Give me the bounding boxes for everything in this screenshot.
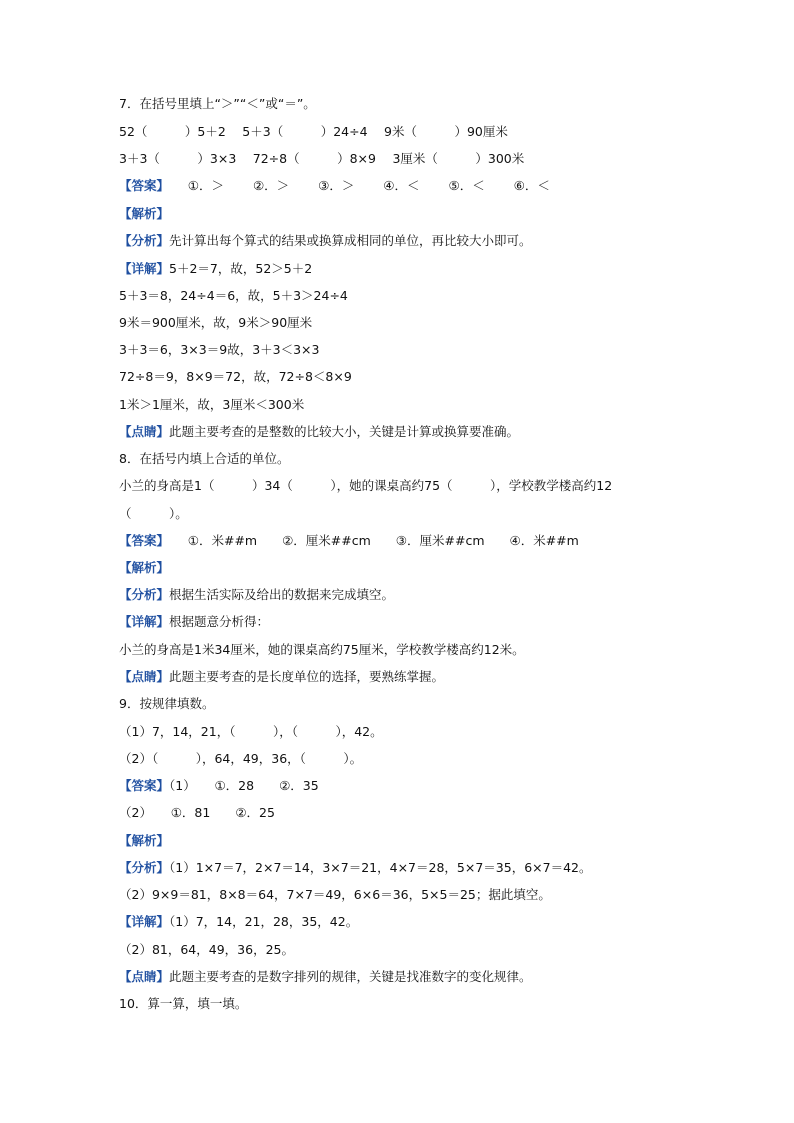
q7-jiexi-tag: 【解析】 [119,206,170,221]
q8-answer-text: ①．米##m ②．厘米##cm ③．厘米##cm ④．米##m [162,533,579,548]
q7-xiangjie-line-5: 72÷8＝9，8×9＝72，故，72÷8＜8×9 [119,369,352,384]
q8-title: 8．在括号内填上合适的单位。 [119,451,290,466]
q8-fenxi [119,587,394,603]
q9-fenxi-1-text: （1）1×7＝7，2×7＝14，3×7＝21，4×7＝28，5×7＝35，6×7＝42。 [169,860,592,875]
fenxi-tag: 【分析】 [119,587,170,602]
q10-title: 10．算一算，填一填。 [119,996,248,1011]
q8-line-2: （ ）。 [119,506,188,521]
q8-jiexi-tag: 【解析】 [119,560,170,575]
q9-part-2: （2）（ ），64，49，36，（ ）。 [119,751,363,766]
fenxi-tag: 【分析】 [119,233,170,248]
q9-dianjing [119,969,532,985]
q7-answer-text: ①．＞ ②．＞ ③．＞ ④．＜ ⑤．＜ ⑥．＜ [162,178,550,193]
fenxi-tag: 【分析】 [119,860,170,875]
q7-title: 7．在括号里填上“＞”“＜”或“＝”。 [119,96,316,111]
q8-line-1: 小兰的身高是1（ ）34（ ），她的课桌高约75（ ），学校教学楼高约12 [119,478,613,493]
dianjing-tag: 【点睛】 [119,424,170,439]
q7-xiangjie-line-1 [119,261,312,277]
answer-tag: 【答案】 [119,778,170,793]
q7-xiangjie-line-4: 3＋3＝6，3×3＝9故，3＋3＜3×3 [119,342,320,357]
q7-answer [119,178,550,194]
q8-dianjing [119,669,444,685]
dianjing-tag: 【点睛】 [119,969,170,984]
q7-xiangjie-text: 5＋2＝7，故，52＞5＋2 [169,261,313,276]
xiangjie-tag: 【详解】 [119,261,170,276]
q7-fenxi-text: 先计算出每个算式的结果或换算成相同的单位，再比较大小即可。 [169,233,532,248]
answer-tag: 【答案】 [119,178,163,193]
q9-dianjing-text: 此题主要考查的是数字排列的规律，关键是找准数字的变化规律。 [169,969,532,984]
q9-xiangjie-2: （2）81，64，49，36，25。 [119,942,294,957]
q9-xiangjie-1 [119,914,358,930]
q7-row1: 52（ ）5＋2 5＋3（ ）24÷4 9米（ ）90厘米 [119,124,508,139]
q9-fenxi-2: （2）9×9＝81，8×8＝64，7×7＝49，6×6＝36，5×5＝25；据此填空。 [119,887,551,902]
q8-xiangjie-text: 根据题意分析得： [169,614,270,629]
q8-fenxi-text: 根据生活实际及给出的数据来完成填空。 [169,587,395,602]
q9-xiangjie-1-text: （1）7，14，21，28，35，42。 [169,914,359,929]
q9-answer-1 [119,778,319,794]
q9-title: 9．按规律填数。 [119,696,215,711]
q9-jiexi-tag: 【解析】 [119,833,170,848]
q8-result: 小兰的身高是1米34厘米，她的课桌高约75厘米，学校教学楼高约12米。 [119,642,525,657]
q9-part-1: （1）7，14，21，（ ），（ ），42。 [119,724,383,739]
xiangjie-tag: 【详解】 [119,614,170,629]
q7-dianjing-text: 此题主要考查的是整数的比较大小，关键是计算或换算要准确。 [169,424,520,439]
q7-xiangjie-line-6: 1米＞1厘米，故，3厘米＜300米 [119,397,305,412]
answer-tag: 【答案】 [119,533,163,548]
q7-xiangjie-line-2: 5＋3＝8，24÷4＝6，故，5＋3＞24÷4 [119,288,348,303]
q9-answer-1-text: （1） ①．28 ②．35 [169,778,319,793]
q8-xiangjie [119,614,269,630]
q8-answer [119,533,579,549]
q7-fenxi [119,233,532,249]
q7-xiangjie-line-3: 9米＝900厘米，故，9米＞90厘米 [119,315,313,330]
q9-answer-2: （2） ①．81 ②．25 [119,805,275,820]
q8-dianjing-text: 此题主要考查的是长度单位的选择，要熟练掌握。 [169,669,445,684]
xiangjie-tag: 【详解】 [119,914,170,929]
q9-fenxi-1 [119,860,591,876]
dianjing-tag: 【点睛】 [119,669,170,684]
q7-row2: 3＋3（ ）3×3 72÷8（ ）8×9 3厘米（ ）300米 [119,151,525,166]
q7-dianjing [119,424,519,440]
